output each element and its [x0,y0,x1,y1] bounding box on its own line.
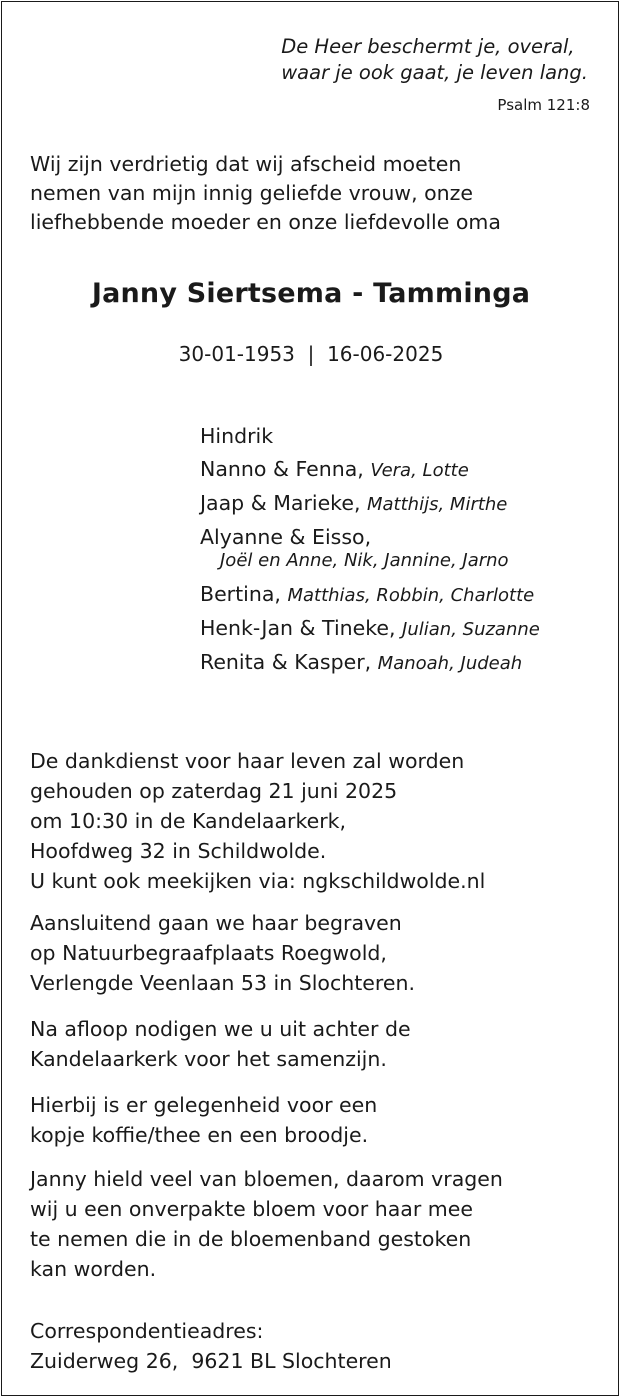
family-row [200,487,540,521]
refreshments-line: kopje koffie/thee en een broodje. [30,1123,369,1147]
gathering-info [30,1014,600,1074]
family-row [200,420,540,453]
flowers-line: te nemen die in de bloemenband gestoken [30,1227,472,1251]
service-line: om 10:30 in de Kandelaarkerk, [30,809,347,833]
correspondence-address: Zuiderweg 26, 9621 BL Slochteren [30,1349,392,1373]
refreshments-info [30,1090,600,1150]
family-row [200,646,540,680]
burial-info [30,908,600,998]
intro-text [30,150,595,237]
burial-line: Verlengde Veenlaan 53 in Slochteren. [30,971,415,995]
family-names: Hindrik [200,424,274,448]
intro-line: Wij zijn verdrietig dat wij afscheid moeten [30,152,462,176]
family-names: Bertina, [200,582,281,606]
family-children: Manoah, Judeah [377,653,523,674]
service-line: gehouden op zaterdag 21 juni 2025 [30,779,398,803]
quote-line: waar je ook gaat, je leven lang. [281,61,588,84]
family-row [200,612,540,646]
flowers-line: wij u een onverpakte bloem voor haar mee [30,1197,474,1221]
obituary-card [1,1,619,1396]
burial-line: op Natuurbegraafplaats Roegwold, [30,941,387,965]
intro-line: nemen van mijn innig geliefde vrouw, onze [30,181,474,205]
family-names: Jaap & Marieke, [200,491,361,515]
bible-quote [281,34,588,86]
life-dates: 30-01-1953 | 16-06-2025 [178,342,444,366]
refreshments-line: Hierbij is er gelegenheid voor een [30,1093,378,1117]
quote-line: De Heer beschermt je, overal, [281,35,575,58]
family-row [200,578,540,612]
family-children: Vera, Lotte [370,460,469,481]
family-children: Joël en Anne, Nik, Jannine, Jarno [220,550,509,571]
flowers-line: kan worden. [30,1257,157,1281]
deceased-name: Janny Siertsema - Tamminga [91,278,531,309]
gathering-line: Na afloop nodigen we u uit achter de [30,1017,411,1041]
intro-line: liefhebbende moeder en onze liefdevolle oma [30,210,501,234]
family-list [200,420,540,680]
family-names: Renita & Kasper, [200,650,372,674]
family-names: Henk-Jan & Tineke, [200,616,396,640]
service-info [30,746,600,896]
family-names: Nanno & Fenna, [200,457,364,481]
quote-reference: Psalm 121:8 [497,96,590,114]
family-children: Matthijs, Mirthe [367,494,508,515]
family-children: Matthias, Robbin, Charlotte [287,585,535,606]
service-line: U kunt ook meekijken via: ngkschildwolde.nl [30,869,486,893]
burial-line: Aansluitend gaan we haar begraven [30,911,402,935]
gathering-line: Kandelaarkerk voor het samenzijn. [30,1047,387,1071]
flowers-info [30,1164,600,1284]
service-line: De dankdienst voor haar leven zal worden [30,749,465,773]
correspondence-info [30,1316,600,1376]
service-line: Hoofdweg 32 in Schildwolde. [30,839,327,863]
family-row [200,453,540,487]
flowers-line: Janny hield veel van bloemen, daarom vragen [30,1167,503,1191]
correspondence-label: Correspondentieadres: [30,1319,264,1343]
family-names: Alyanne & Eisso, [200,525,372,549]
family-children: Julian, Suzanne [402,619,540,640]
